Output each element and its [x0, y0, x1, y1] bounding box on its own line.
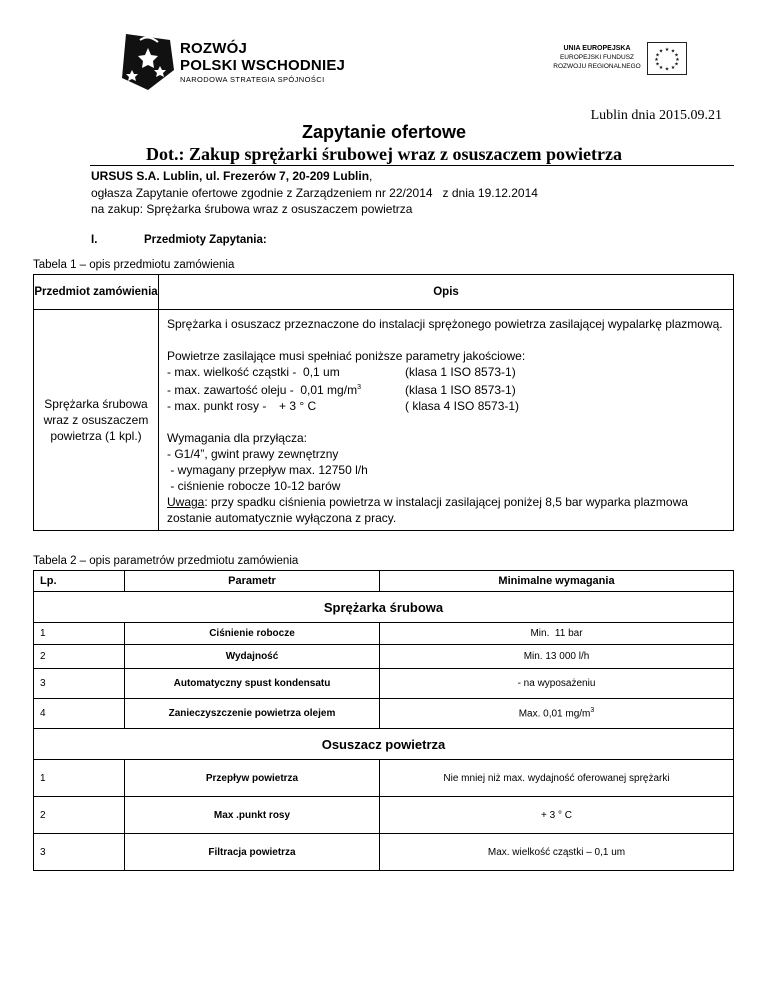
row-param: Max .punkt rosy — [125, 797, 380, 834]
col-param-header: Parametr — [125, 571, 380, 592]
intro-text — [91, 168, 538, 218]
eu-line-2: EUROPEJSKI FUNDUSZ — [559, 54, 635, 61]
desc-para-1: Sprężarka i osuszacz przeznaczone do instalacji sprężonego powietrza zasilającej wypalarkę plazmową. — [167, 317, 723, 331]
quality-row-1-value: - max. wielkość cząstki - 0,1 um — [167, 365, 340, 379]
col-min-header: Minimalne wymagania — [380, 571, 734, 592]
quality-row-3-label: - max. punkt rosy - — [167, 399, 267, 413]
table-parameters — [33, 570, 734, 871]
note-text: : przy spadku ciśnienia powietrza w instalacji zasilającej poniżej 8,5 bar wyparka plazmowa zostanie automatycznie wyłączona z pracy. — [167, 495, 688, 525]
row-param: Wydajność — [125, 645, 380, 669]
row-param: Filtracja powietrza — [125, 834, 380, 871]
row-req: + 3 ° C — [380, 797, 734, 834]
row-lp: 2 — [34, 797, 125, 834]
quality-row-1-class: (klasa 1 ISO 8573-1) — [405, 365, 516, 379]
logo-line-1: ROZWÓJ — [180, 40, 248, 57]
quality-row-2-value — [167, 380, 405, 398]
connection-line-1: - G1/4”, gwint prawy zewnętrzny — [167, 447, 339, 461]
logo-line-2: POLSKI WSCHODNIEJ — [180, 57, 346, 74]
company-name: URSUS S.A. Lublin, ul. Frezerów 7, 20-209 Lublin — [91, 169, 370, 183]
row-req — [380, 699, 734, 729]
svg-text:★: ★ — [674, 52, 679, 59]
section-heading — [91, 234, 267, 246]
table-header-row — [34, 571, 734, 592]
table-row — [34, 760, 734, 797]
rozwoj-logo-text — [180, 40, 345, 86]
col-lp-header: Lp. — [34, 571, 125, 592]
desc-para-3 — [167, 430, 725, 526]
table-row — [34, 797, 734, 834]
row-lp: 1 — [34, 623, 125, 645]
section-row — [34, 729, 734, 760]
row-req: - na wyposażeniu — [380, 669, 734, 699]
row-param: Przepływ powietrza — [125, 760, 380, 797]
rozwoj-logo-icon — [118, 30, 178, 92]
quality-row-3 — [167, 398, 725, 414]
section-number: I. — [91, 234, 98, 246]
svg-text:★: ★ — [664, 47, 670, 53]
svg-text:★: ★ — [655, 52, 660, 59]
table-row — [34, 623, 734, 645]
row-param: Zanieczyszczenie powietrza olejem — [125, 699, 380, 729]
table1-caption: Tabela 1 – opis przedmiotu zamówienia — [33, 259, 235, 271]
unit-superscript: 3 — [357, 384, 361, 391]
row-lp: 4 — [34, 699, 125, 729]
table-row — [34, 310, 734, 531]
quality-heading: Powietrze zasilające musi spełniać poniższe parametry jakościowe: — [167, 349, 526, 363]
col-desc-header: Opis — [159, 275, 734, 310]
quality-row-2-class: (klasa 1 ISO 8573-1) — [405, 383, 516, 397]
unit-superscript: 3 — [590, 707, 595, 715]
svg-text:★: ★ — [670, 48, 676, 55]
table-row — [34, 645, 734, 669]
quality-row-2-text: - max. zawartość oleju - 0,01 mg/m — [167, 383, 358, 397]
row-lp: 1 — [34, 760, 125, 797]
row-req: Nie mniej niż max. wydajność oferowanej sprężarki — [380, 760, 734, 797]
note — [167, 494, 725, 526]
comma: , — [369, 169, 373, 183]
note-label: Uwaga — [167, 495, 205, 509]
quality-row-3-class: ( klasa 4 ISO 8573-1) — [405, 399, 520, 413]
page-subtitle: Dot.: Zakup sprężarki śrubowej wraz z osuszaczem powietrza — [146, 144, 622, 164]
divider — [90, 165, 734, 166]
section-label: Przedmioty Zapytania: — [144, 234, 267, 246]
section-dryer-label: Osuszacz powietrza — [321, 736, 446, 752]
row-lp: 2 — [34, 645, 125, 669]
logo-line-3: NARODOWA STRATEGIA SPÓJNOŚCI — [180, 75, 325, 84]
row-lp: 3 — [34, 669, 125, 699]
row-req: Max. wielkość cząstki – 0,1 um — [380, 834, 734, 871]
row-req: Min. 13 000 l/h — [380, 645, 734, 669]
svg-text:★: ★ — [658, 48, 664, 55]
section-compressor — [34, 592, 734, 623]
row-req-text: Max. 0,01 mg/m — [518, 708, 591, 720]
quality-row-2 — [167, 380, 725, 398]
item-name: Sprężarka śrubowa wraz z osuszaczem powietrza (1 kpl.) — [34, 310, 159, 531]
page-title: Zapytanie ofertowe — [301, 122, 467, 142]
intro-line-2: ogłasza Zapytanie ofertowe zgodnie z Zarządzeniem nr 22/2014 z dnia 19.12.2014 — [91, 185, 538, 200]
svg-text:★: ★ — [664, 66, 670, 73]
row-lp: 3 — [34, 834, 125, 871]
row-param: Automatyczny spust kondensatu — [125, 669, 380, 699]
item-description — [159, 310, 734, 531]
row-param: Ciśnienie robocze — [125, 623, 380, 645]
quality-row-3-value: + 3 ° C — [279, 399, 317, 413]
section-compressor-label: Sprężarka śrubowa — [323, 599, 444, 615]
desc-para-2 — [167, 348, 725, 414]
quality-row-1 — [167, 364, 725, 380]
table2-caption: Tabela 2 – opis parametrów przedmiotu zamówienia — [33, 555, 299, 567]
document-date: Lublin dnia 2015.09.21 — [590, 108, 722, 123]
section-row — [34, 592, 734, 623]
intro-line-3: na zakup: Sprężarka śrubowa wraz z osuszaczem powietrza — [91, 202, 413, 216]
connection-heading: Wymagania dla przyłącza: — [167, 431, 307, 445]
table-header-row — [34, 275, 734, 310]
table-row — [34, 669, 734, 699]
svg-text:★: ★ — [654, 57, 659, 63]
svg-text:★: ★ — [655, 61, 660, 68]
eu-flag-icon — [647, 42, 687, 75]
table-row — [34, 834, 734, 871]
svg-text:★: ★ — [674, 61, 679, 68]
svg-text:★: ★ — [670, 65, 676, 71]
section-dryer — [34, 729, 734, 760]
connection-line-3: - ciśnienie robocze 10-12 barów — [167, 479, 341, 493]
row-req: Min. 11 bar — [380, 623, 734, 645]
svg-text:★: ★ — [675, 57, 680, 63]
connection-line-2: - wymagany przepływ max. 12750 l/h — [167, 463, 368, 477]
table-row — [34, 699, 734, 729]
eu-line-1: UNIA EUROPEJSKA — [563, 45, 631, 52]
eu-line-3: ROZWOJU REGIONALNEGO — [553, 63, 641, 70]
svg-text:★: ★ — [658, 65, 664, 71]
col-item-header: Przedmiot zamówienia — [34, 275, 159, 310]
eu-logo-text — [548, 44, 646, 71]
table-description — [33, 274, 734, 531]
